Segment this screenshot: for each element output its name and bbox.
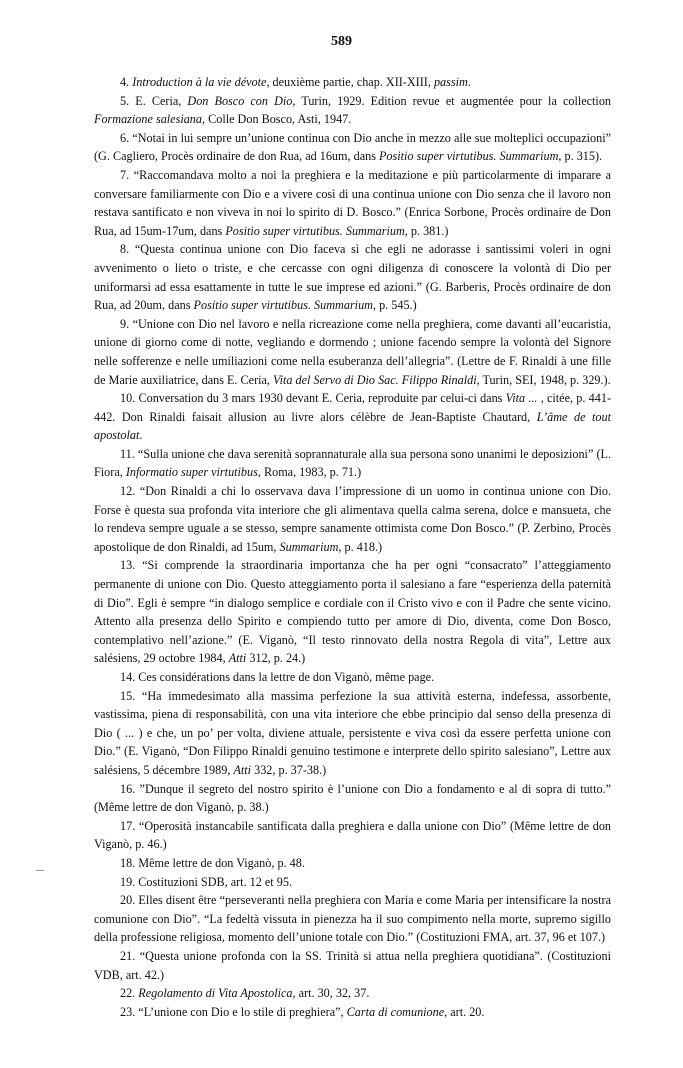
footnote-number: 16. (120, 781, 136, 796)
footnote (94, 817, 611, 854)
footnote (94, 92, 611, 129)
footnote-text: 312, p. 24.) (246, 651, 306, 666)
footnote-italic-text: Regolamento di Vita Apostolica (138, 986, 293, 1001)
footnote-number: 21. (120, 948, 136, 963)
footnote-text: Conversation du 3 mars 1930 devant E. Ceria, reproduite par celui-ci dans (138, 391, 506, 406)
footnote-number: 10. (120, 391, 136, 406)
footnote-number: 9. (120, 316, 130, 331)
footnote-number: 7. (120, 167, 130, 182)
footnote-number: 18. (120, 855, 136, 870)
footnote-text: , art. 20. (444, 1004, 485, 1019)
page-number: 589 (331, 34, 352, 49)
footnote-number: 5. (120, 93, 130, 108)
footnote-text: “Don Rinaldi a chi lo osservava dava l’impressione di un uomo in continua unione con Dio. Forse è questa sua profonda vita interiore che gli alimentava quella calma serena, dolce e mansueta, che lo rendeva sempre uguale a se stesso, sempre sanamente ottimista come Don Bosco.” (P. Zerbino, Procès apostolique de don Rinaldi, ad 15um, (94, 484, 612, 554)
footnote-text: , Roma, 1983, p. 71.) (257, 465, 362, 480)
footnote-number: 22. (120, 986, 136, 1001)
footnote-italic-text: L’âme de tout apostolat (94, 409, 611, 443)
footnote-text: “Unione con Dio nel lavoro e nella ricreazione come nella preghiera, come davanti all’eucaristia, unione di giorno come di notte, vegliando e dormendo ; unione facendo sempre la volontà del Signore nelle sofferenze e nelle umiliazioni come nella esuberanza dell’allegria”. (Lettre de F. Rinaldi à une fille de Marie auxiliatrice, dans E. Ceria, (94, 316, 611, 387)
footnote-text: , deuxième partie, chap. XII-XIII, (266, 75, 434, 89)
footnote (94, 129, 611, 166)
footnote-number: 13. (120, 558, 136, 573)
footnote (94, 687, 611, 780)
footnote-text: , Turin, SEI, 1948, p. 329.). (476, 372, 611, 387)
footnote-text: , p. 418.) (338, 539, 383, 554)
footnote (94, 1003, 611, 1022)
footnote-number: 4. (120, 75, 130, 89)
footnote-italic-text: Atti (233, 762, 252, 777)
footnote-text: “Operosità instancabile santificata dalla preghiera e dalla unione con Dio” (Même lettre de don Viganò, p. 46.) (94, 818, 612, 852)
footnote (94, 947, 611, 984)
footnote-text: “Si comprende la straordinaria importanza che ha per ogni “consacrato” l’atteggiamento permanente di unione con Dio. Questo atteggiamento porta il salesiano a fare “esperienza della paternità di Dio”. Egli è sempre “in dialogo semplice e cordiale con il Cristo vivo e con il Padre che sente vicino. Attento alla presenza dello Spirito e compiendo tutto per amore di Dio, diventa, come Don Bosco, contemplativo nell’azione.” (E. Viganò, “Il testo rinnovato della nostra Regola di vita”, Lettre aux salésiens, 29 octobre 1984, (94, 558, 611, 666)
footnote (94, 445, 611, 482)
footnote-italic-text: Formazione salesiana (94, 112, 202, 127)
footnote (94, 668, 611, 687)
footnote-text: “Notai in lui sempre un’unione continua con Dio anche in mezzo alle sue molteplici occupazioni” (G. Cagliero, Procès ordinaire de don Rua, ad 16um, dans (94, 130, 611, 164)
footnote-text: Même lettre de don Viganò, p. 48. (138, 855, 305, 870)
footnote-italic-text: Atti (228, 651, 247, 666)
footnote-italic-text: Don Bosco con Dio (187, 93, 293, 108)
footnote-text: 332, p. 37-38.) (251, 762, 327, 777)
footnote-number: 14. (120, 670, 136, 684)
footnote-text: , Colle Don Bosco, Asti, 1947. (202, 112, 352, 127)
footnote (94, 482, 611, 556)
footnote-italic-text: Carta di comunione (346, 1004, 445, 1019)
footnote-number: 11. (120, 446, 135, 461)
footnote (94, 854, 611, 873)
footnote-number: 20. (120, 893, 136, 908)
footnote-italic-text: Introduction à la vie dévote (132, 75, 267, 89)
footnote (94, 240, 611, 314)
footnote-text: , p. 315). (558, 149, 603, 164)
footnote-number: 12. (120, 484, 136, 499)
footnote-text: , p. 381.) (404, 223, 449, 238)
footnote-text: . (467, 75, 471, 89)
footnote-text: “Ha immedesimato alla massima perfezione la sua attività esterna, indefessa, assorbente, vastissima, piena di responsabilità, con una vita interiore che ebbe principio dal senso della presenza di Dio ( ... ) e che, un po’ per volta, diviene attuale, persistente e viva così da essere perfetta unione con Dio.” (E. Viganò, “Don Filippo Rinaldi genuino testimone e interprete dello spirito salesiano”, Lettre aux salésiens, 5 décembre 1989, (94, 688, 611, 777)
footnote-italic-text: Positio super virtutibus. Summarium (193, 298, 373, 313)
footnote (94, 891, 611, 947)
footnote (94, 873, 611, 892)
footnote (94, 315, 611, 389)
footnote (94, 389, 611, 445)
footnote-text: . (139, 428, 143, 443)
footnote-italic-text: Summarium (279, 539, 339, 554)
footnote (94, 166, 611, 240)
footnote-italic-text: Vita ... (505, 391, 538, 406)
footnote-italic-text: Positio super virtutibus. Summarium (225, 223, 405, 238)
footnote-number: 6. (120, 130, 130, 145)
footnote-number: 17. (120, 818, 136, 833)
footnote-text: , citée, p. 441-442. Don Rinaldi faisait allusion au livre alors célèbre de Jean-Baptiste Chautard, (94, 391, 612, 424)
footnote (94, 984, 611, 1003)
footnote-text: ”Dunque il segreto del nostro spirito è l’unione con Dio a fondamento e al di sopra di tutto.” (Même lettre de don Viganò, p. 38.) (94, 781, 612, 815)
footnote-italic-text: passim (433, 75, 468, 89)
footnotes-list (94, 73, 611, 1021)
footnote-text: Costituzioni SDB, art. 12 et 95. (138, 874, 292, 889)
footnote-number: 8. (120, 242, 130, 257)
footnote-text: “L’unione con Dio e lo stile di preghiera”, (138, 1004, 347, 1019)
footnote-text: E. Ceria, (135, 93, 188, 108)
footnote-text: Elles disent être “perseveranti nella preghiera con Maria e come Maria per intensificare la nostra comunione con Dio”. “La fedeltà vissuta in pienezza ha il suo compimento nella morte, supremo sigillo della professione religiosa, momento dell’unione totale con Dio.” (Costituzioni FMA, art. 37, 96 et 107.) (94, 893, 612, 945)
footnote-text: “Raccomandava molto a noi la preghiera e la meditazione e più particolarmente di imparare a conversare familiarmente con Dio e a vivere così di una continua unione con Dio senza che il lavoro non restava santificato e non viveva in noi lo spirito di D. Bosco.” (Enrica Sorbone, Procès ordinaire de Don Rua, ad 15um-17um, dans (94, 167, 611, 238)
footnote-italic-text: Vita del Servo di Dio Sac. Filippo Rinaldi (273, 372, 477, 387)
footnote-italic-text: Positio super virtutibus. Summarium (378, 149, 559, 164)
footnote-text: “Questa continua unione con Dio faceva sì che egli ne adorasse i santissimi voleri in ogni avvenimento o lieto o triste, e che cercasse con ogni diligenza di conoscere la volontà di Dio per uniformarsi ad essa esattamente in tutte le sue imprese ed azioni.” (G. Barberis, Procès ordinaire de don Rua, ad 20um, dans (94, 242, 612, 313)
footnote-text: “Sulla unione che dava serenità soprannaturale alla sua persona sono unanimi le deposizioni” (L. Fiora, (94, 446, 612, 480)
footnote-number: 15. (120, 688, 136, 703)
footnote-text: , p. 545.) (372, 298, 417, 313)
footnote-text: “Questa unione profonda con la SS. Trinità si attua nella preghiera quotidiana”. (Costituzioni VDB, art. 42.) (94, 948, 611, 982)
footnote-text: , Turin, 1929. Edition revue et augmentée pour la collection (292, 93, 612, 108)
footnote (94, 556, 611, 668)
footnote-number: 23. (120, 1004, 136, 1019)
margin-mark (36, 870, 44, 871)
footnote (94, 780, 611, 817)
footnote-number: 19. (120, 874, 136, 889)
footnote-text: Ces considérations dans la lettre de don Viganò, même page. (138, 670, 435, 684)
footnote-text: , art. 30, 32, 37. (292, 986, 370, 1001)
footnote (94, 73, 611, 92)
footnote-italic-text: Informatio super virtutibus (125, 465, 258, 480)
